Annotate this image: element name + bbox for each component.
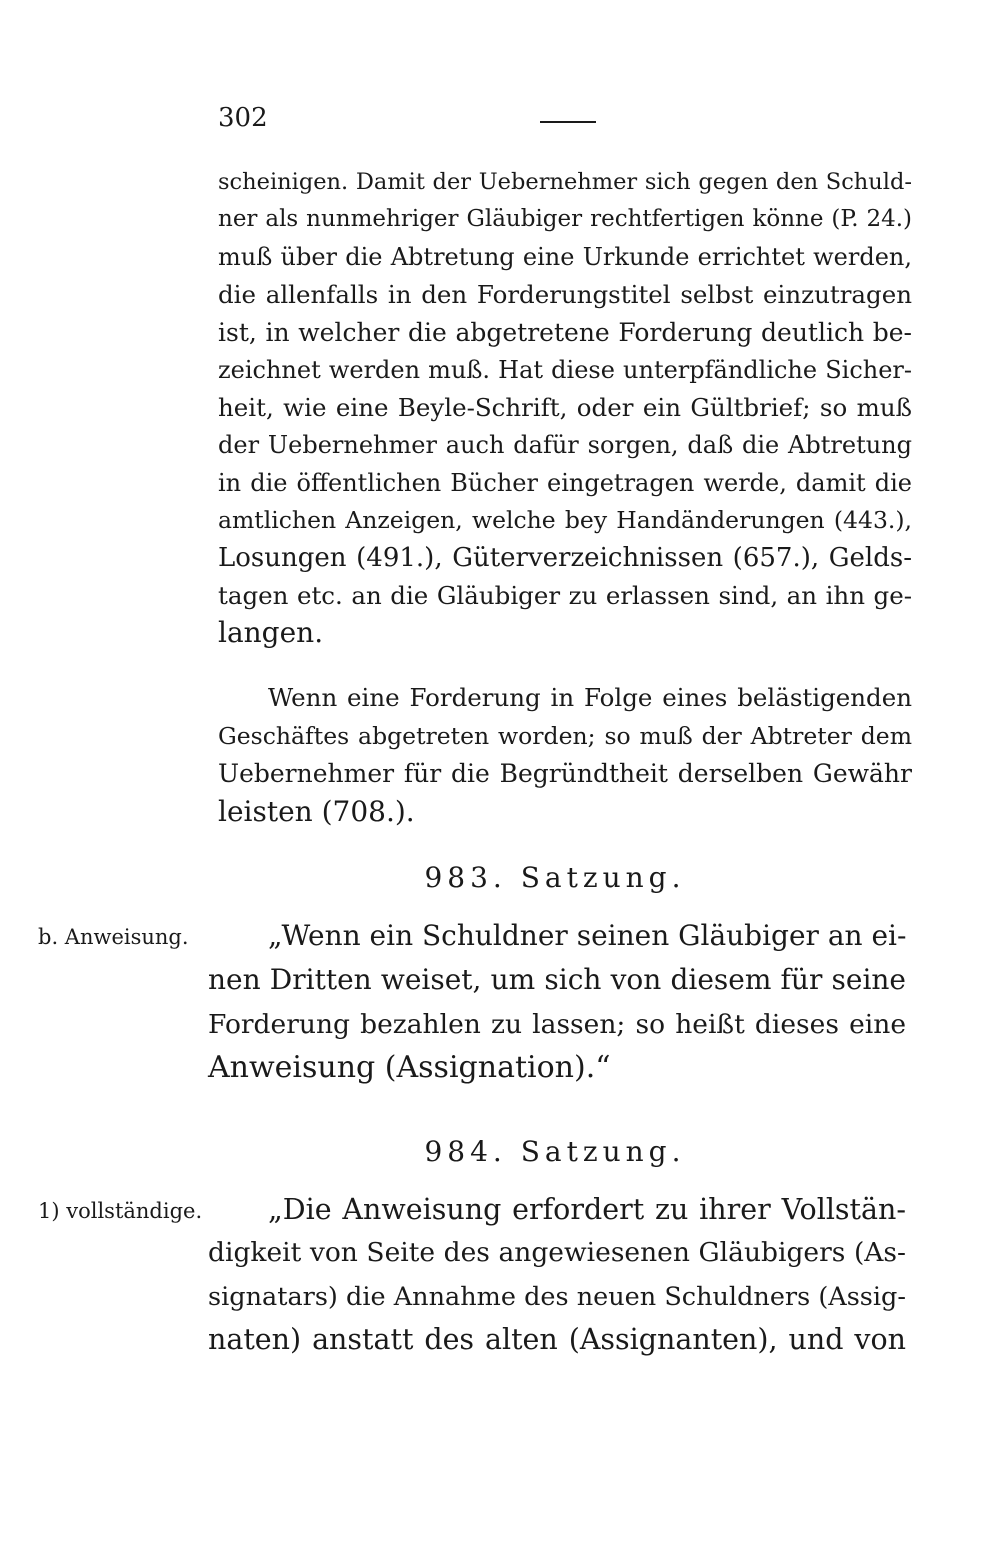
text-line: naten) anstatt des alten (Assignanten), und von bbox=[208, 1323, 906, 1356]
text-line: Losungen (491.), Güterverzeichnissen (657.), Gelds- bbox=[218, 543, 912, 573]
text-line: „Wenn ein Schuldner seinen Gläubiger an ei- bbox=[268, 919, 907, 952]
header-rule bbox=[540, 121, 596, 123]
text-line: Uebernehmer für die Begründtheit derselben Gewähr bbox=[218, 759, 912, 788]
text-line: digkeit von Seite des angewiesenen Gläubigers (As- bbox=[208, 1237, 906, 1268]
text-line: ner als nunmehriger Gläubiger rechtfertigen könne (P. 24.) bbox=[218, 206, 912, 232]
page-number: 302 bbox=[218, 103, 268, 133]
text-line: Geschäftes abgetreten worden; so muß der Abtreter dem bbox=[218, 722, 912, 750]
margin-note: 1) vollständige. bbox=[38, 1199, 203, 1223]
text-line: der Uebernehmer auch dafür sorgen, daß die Abtretung bbox=[218, 431, 912, 459]
margin-note: b. Anweisung. bbox=[38, 925, 189, 949]
text-line: zeichnet werden muß. Hat diese unterpfändliche Sicher- bbox=[218, 356, 912, 384]
section-heading: 984. Satzung. bbox=[424, 1135, 686, 1168]
text-line: muß über die Abtretung eine Urkunde errichtet werden, bbox=[218, 243, 912, 271]
text-line: tagen etc. an die Gläubiger zu erlassen sind, an ihn ge- bbox=[218, 581, 912, 610]
text-line: ist, in welcher die abgetretene Forderung deutlich be- bbox=[218, 318, 912, 347]
text-line: Anweisung (Assignation).“ bbox=[208, 1050, 611, 1085]
section-heading: 983. Satzung. bbox=[424, 861, 686, 894]
text-line: langen. bbox=[218, 616, 324, 649]
text-line: heit, wie eine Beyle-Schrift, oder ein Gültbrief; so muß bbox=[218, 393, 912, 422]
text-line: „Die Anweisung erfordert zu ihrer Vollstän- bbox=[268, 1193, 906, 1226]
text-line: die allenfalls in den Forderungstitel selbst einzutragen bbox=[218, 280, 912, 309]
text-line: scheinigen. Damit der Uebernehmer sich gegen den Schuld- bbox=[218, 169, 912, 195]
text-line: amtlichen Anzeigen, welche bey Handänderungen (443.), bbox=[218, 506, 912, 534]
text-line: nen Dritten weiset, um sich von diesem für seine bbox=[208, 963, 906, 996]
text-line: Wenn eine Forderung in Folge eines belästigenden bbox=[268, 683, 912, 712]
text-line: Forderung bezahlen zu lassen; so heißt dieses eine bbox=[208, 1009, 906, 1040]
text-line: in die öffentlichen Bücher eingetragen werde, damit die bbox=[218, 469, 912, 497]
text-line: signatars) die Annahme des neuen Schuldners (Assig- bbox=[208, 1282, 906, 1312]
text-line: leisten (708.). bbox=[218, 795, 415, 828]
